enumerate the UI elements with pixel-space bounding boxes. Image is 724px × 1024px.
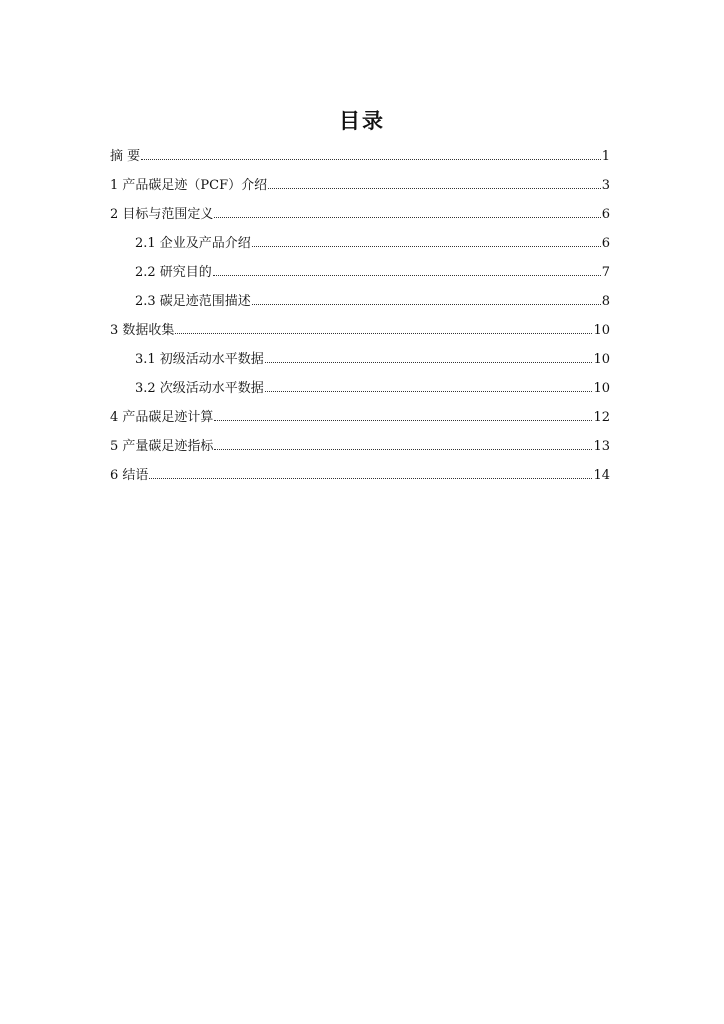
toc-entry-page: 3 [601, 178, 610, 193]
toc-entry-text: 2 目标与范围定义 [110, 207, 214, 222]
toc-entry-text: 3 数据收集 [110, 323, 175, 338]
toc-entry-page: 1 [601, 149, 610, 164]
toc-entry-page: 13 [593, 439, 610, 454]
toc-entry[interactable] [110, 436, 610, 465]
toc-entry[interactable] [110, 320, 610, 349]
toc-leader-dots [214, 407, 592, 421]
toc-entry[interactable] [110, 175, 610, 204]
toc-entry[interactable] [110, 204, 610, 233]
toc-entry-text: 摘 要 [110, 149, 141, 164]
toc-entry[interactable] [110, 349, 610, 378]
toc-entry-text: 2.2 研究目的 [135, 265, 212, 280]
toc-entry-text: 3.1 初级活动水平数据 [135, 352, 264, 367]
toc-leader-dots [149, 465, 592, 479]
toc-entry-text: 4 产品碳足迹计算 [110, 410, 214, 425]
toc-entry-text: 2.3 碳足迹范围描述 [135, 294, 251, 309]
toc-title: 目录 [339, 108, 385, 133]
toc-leader-dots [252, 291, 601, 305]
toc-leader-dots [175, 320, 592, 334]
toc-leader-dots [214, 436, 592, 450]
toc-leader-dots [265, 349, 593, 363]
toc-list [110, 146, 610, 494]
toc-entry-page: 12 [593, 410, 610, 425]
toc-entry-page: 10 [593, 323, 610, 338]
toc-entry-text: 5 产量碳足迹指标 [110, 439, 214, 454]
toc-entry-text: 3.2 次级活动水平数据 [135, 381, 264, 396]
toc-entry[interactable] [110, 233, 610, 262]
toc-entry-page: 8 [601, 294, 610, 309]
toc-leader-dots [265, 378, 593, 392]
toc-leader-dots [214, 204, 600, 218]
toc-entry[interactable] [110, 378, 610, 407]
toc-entry-page: 7 [601, 265, 610, 280]
toc-entry[interactable] [110, 291, 610, 320]
toc-entry[interactable] [110, 407, 610, 436]
toc-entry-text: 2.1 企业及产品介绍 [135, 236, 251, 251]
toc-entry-page: 6 [601, 207, 610, 222]
toc-entry-page: 14 [593, 468, 610, 483]
toc-entry-page: 6 [601, 236, 610, 251]
toc-leader-dots [141, 146, 601, 160]
toc-entry[interactable] [110, 465, 610, 494]
toc-entry-text: 1 产品碳足迹（PCF）介绍 [110, 178, 268, 193]
toc-entry-page: 10 [593, 352, 610, 367]
toc-entry[interactable] [110, 262, 610, 291]
toc-entry-page: 10 [593, 381, 610, 396]
toc-entry[interactable] [110, 146, 610, 175]
toc-leader-dots [213, 262, 601, 276]
toc-leader-dots [252, 233, 601, 247]
toc-leader-dots [268, 175, 601, 189]
toc-entry-text: 6 结语 [110, 468, 149, 483]
